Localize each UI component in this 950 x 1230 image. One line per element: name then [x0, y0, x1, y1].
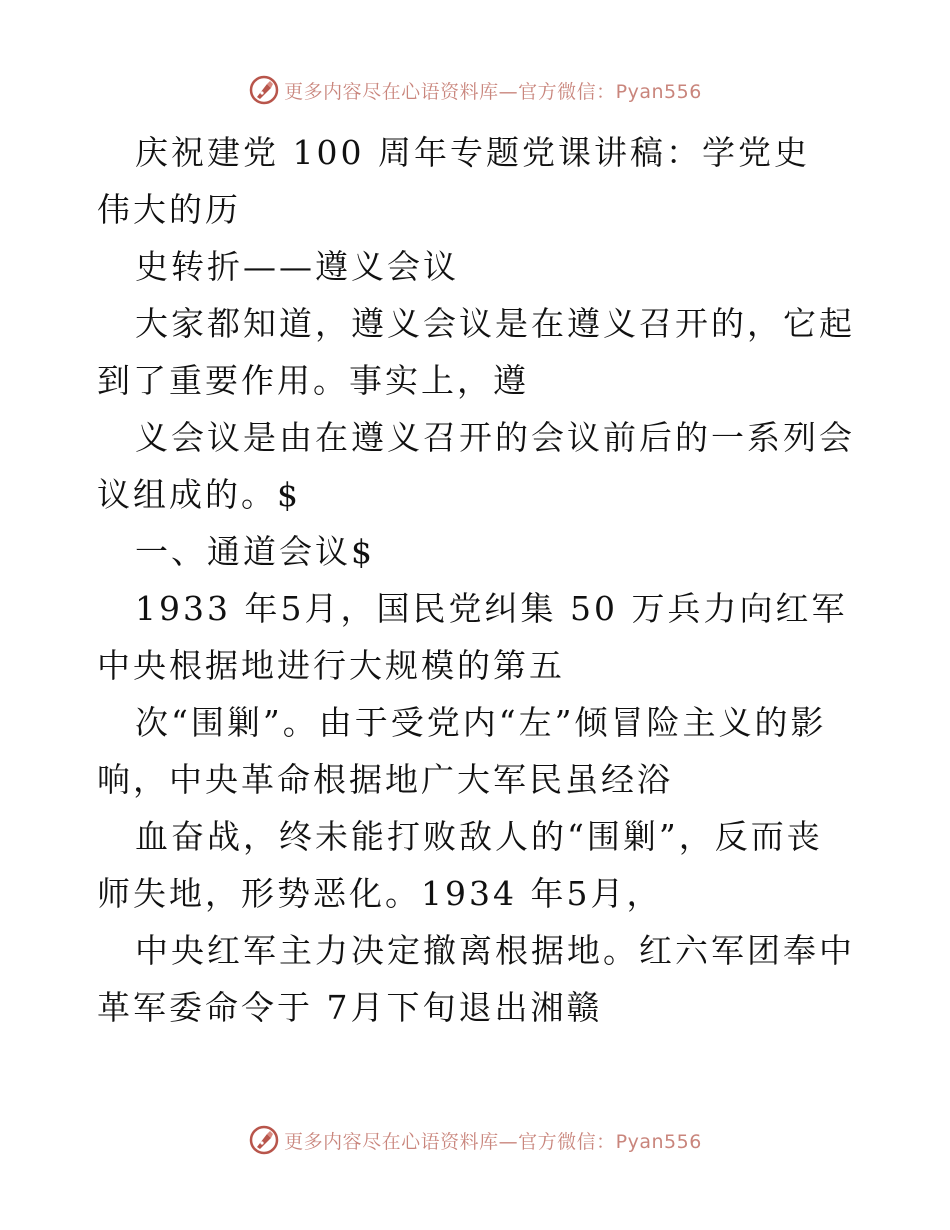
document-body [97, 124, 857, 1036]
header-banner [0, 70, 950, 110]
paragraph-body-2: 次“围剿”。由于受党内“左”倾冒险主义的影响，中央革命根据地广大军民虽经浴 [97, 703, 827, 799]
paragraph-intro-2: 义会议是由在遵义召开的会议前后的一系列会议组成的。$ [97, 418, 855, 514]
paragraph-intro-1: 大家都知道，遵义会议是在遵义召开的，它起到了重要作用。事实上，遵 [97, 304, 855, 400]
header-banner-text: 更多内容尽在心语资料库—官方微信：Pyan556 [284, 80, 702, 103]
section-heading-tongdao: 一、通道会议$ [135, 532, 375, 571]
pen-nib-icon [248, 74, 280, 106]
paragraph-body-1: 1933 年5月，国民党纠集 50 万兵力向红军中央根据地进行大规模的第五 [97, 589, 848, 685]
pen-nib-icon [248, 1124, 280, 1156]
paragraph-title-line-1: 庆祝建党 100 周年专题党课讲稿：学党史 伟大的历 [97, 133, 810, 229]
footer-banner [0, 1120, 950, 1160]
footer-banner-text: 更多内容尽在心语资料库—官方微信：Pyan556 [284, 1130, 702, 1153]
paragraph-body-3: 血奋战，终未能打败敌人的“围剿”，反而丧师失地，形势恶化。1934 年5月， [97, 817, 823, 913]
paragraph-body-4: 中央红军主力决定撤离根据地。红六军团奉中革军委命令于 7月下旬退出湘赣 [97, 931, 855, 1027]
paragraph-title-line-2: 史转折——遵义会议 [135, 247, 459, 286]
